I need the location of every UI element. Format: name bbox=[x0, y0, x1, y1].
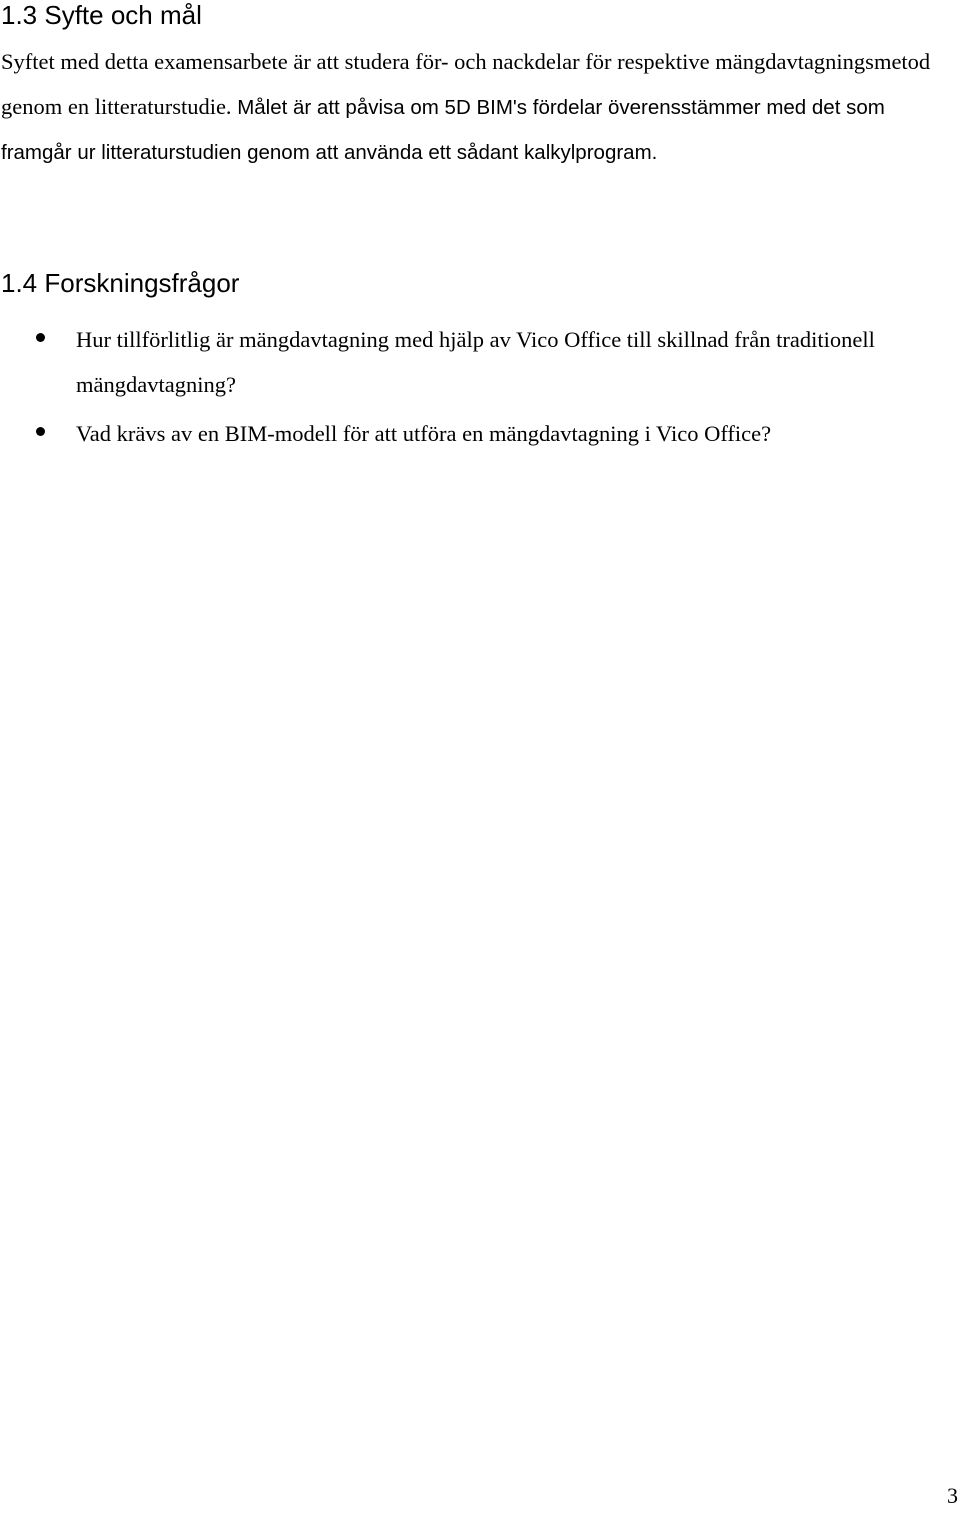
purpose-text-serif: Syftet med detta examensarbete är att studera för- och nackdelar för respektive mängdavtagningsmetod genom en litteraturstudie. bbox=[1, 49, 931, 119]
research-questions-list bbox=[0, 318, 955, 462]
list-item bbox=[0, 412, 955, 457]
purpose-paragraph bbox=[1, 40, 956, 176]
bullet-icon bbox=[36, 333, 45, 342]
list-item bbox=[0, 318, 955, 407]
purpose-text-sans: Målet är att påvisa om 5D BIM's fördelar överensstämmer med det som framgår ur litteraturstudien genom att använda ett sådant kalkylprogram. bbox=[1, 95, 885, 164]
section-heading-forskningsfragor: 1.4 Forskningsfrågor bbox=[1, 268, 240, 298]
research-question-text: Hur tillförlitlig är mängdavtagning med hjälp av Vico Office till skillnad från traditionell mängdavtagning? bbox=[76, 327, 875, 397]
section-heading-syfte-och-mal: 1.3 Syfte och mål bbox=[1, 0, 202, 30]
bullet-icon bbox=[36, 427, 45, 436]
page-number: 3 bbox=[947, 1483, 958, 1508]
research-question-text: Vad krävs av en BIM-modell för att utföra en mängdavtagning i Vico Office? bbox=[76, 421, 772, 446]
